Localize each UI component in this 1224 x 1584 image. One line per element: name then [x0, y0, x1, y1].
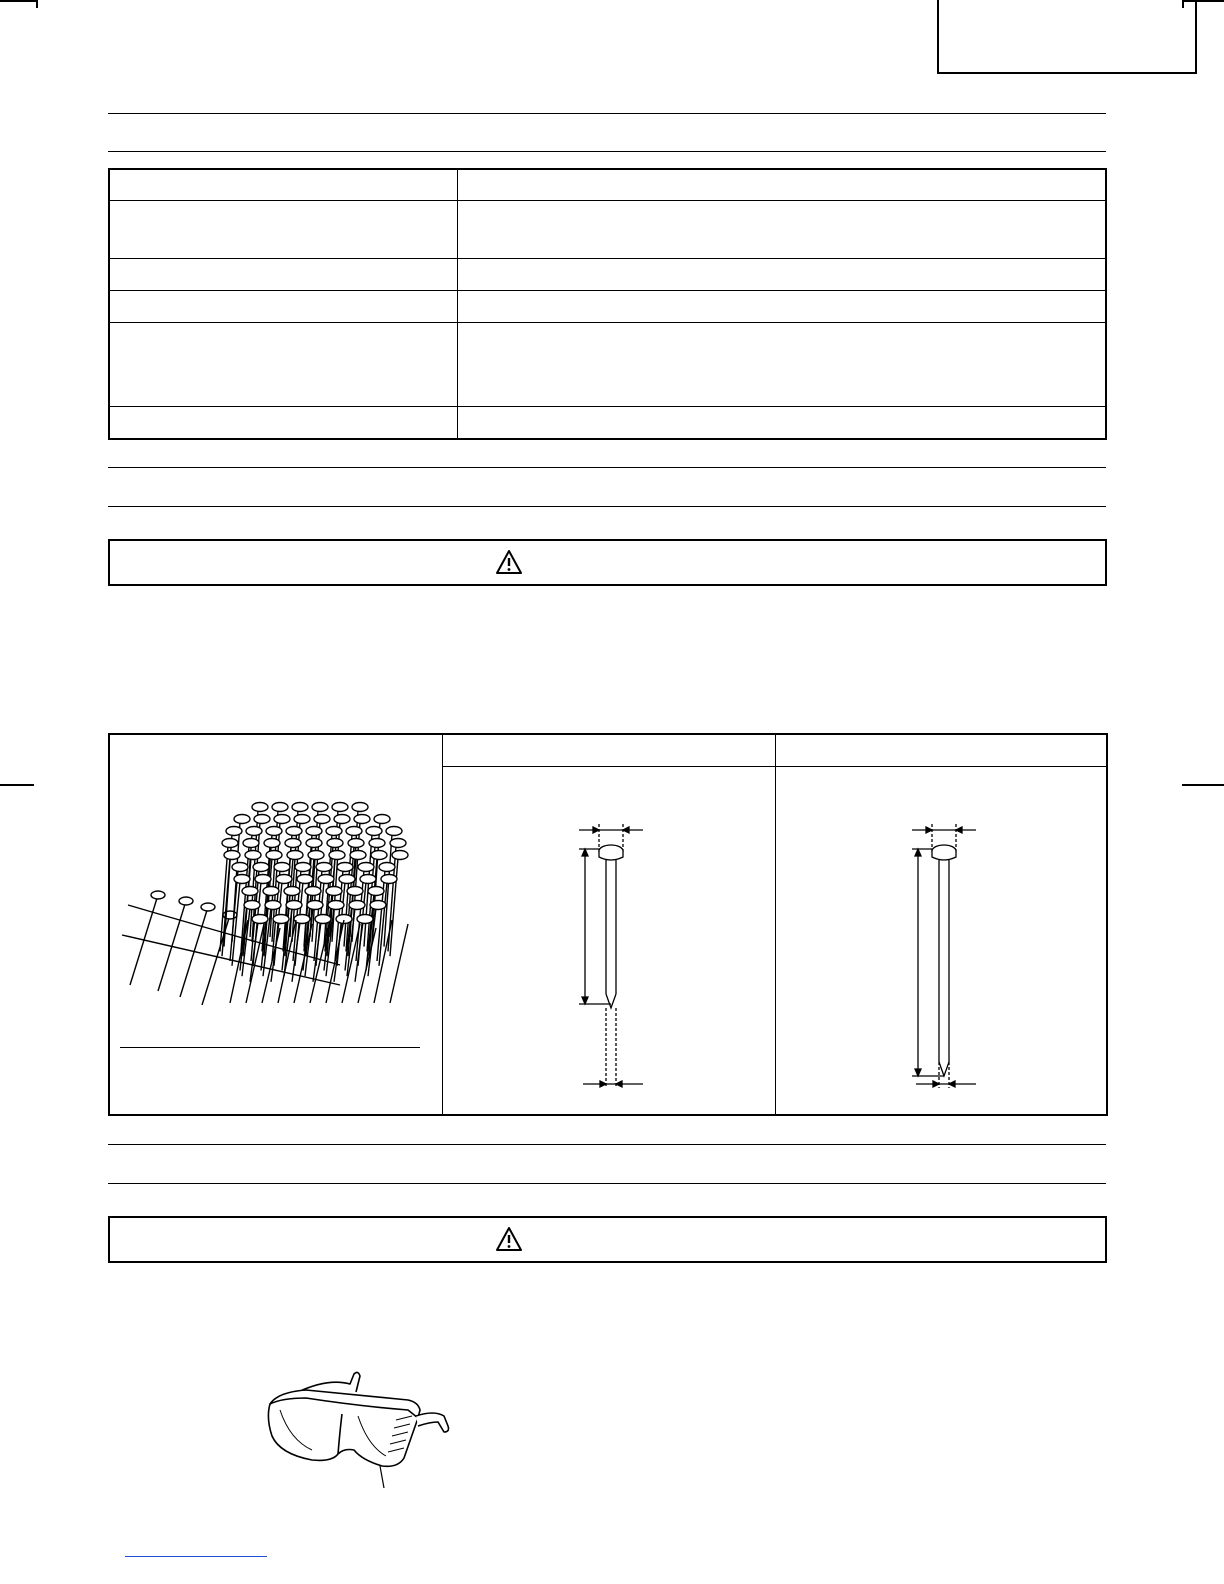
spec-label	[110, 259, 458, 290]
spec-value	[458, 170, 1105, 200]
crop-mark-top-left	[0, 0, 36, 2]
coil-caption-rule	[120, 1047, 420, 1048]
section-rule	[108, 1183, 1106, 1184]
nail-type-2-drawing	[776, 766, 1106, 1111]
section-rule	[108, 506, 1106, 507]
nail-type-2-column	[776, 735, 1106, 1114]
safety-glasses-illustration	[258, 1370, 458, 1500]
spec-value	[458, 259, 1105, 290]
nail-table	[108, 733, 1108, 1116]
crop-mark-right-mid	[1182, 784, 1224, 786]
section-rule	[108, 151, 1106, 152]
crop-mark-top-left-v	[36, 0, 38, 8]
crop-mark-left-mid	[0, 784, 34, 786]
spec-value	[458, 201, 1105, 258]
spec-label	[110, 170, 458, 200]
warning-box	[108, 539, 1107, 586]
warning-box	[108, 1216, 1107, 1263]
spec-label	[110, 323, 458, 406]
footer-link[interactable]	[125, 1556, 267, 1557]
spec-row	[110, 201, 1105, 259]
spec-label	[110, 291, 458, 322]
nail-type-2-header	[776, 735, 1106, 767]
section-rule	[108, 113, 1106, 114]
nail-type-1-header	[443, 735, 775, 767]
coil-nails-illustration	[110, 735, 442, 1035]
nail-type-1-column	[443, 735, 776, 1114]
section-rule	[108, 467, 1106, 468]
spec-label	[110, 201, 458, 258]
spec-row	[110, 323, 1105, 407]
language-tab-box	[937, 0, 1197, 74]
spec-row	[110, 259, 1105, 291]
warning-triangle-icon	[495, 549, 523, 575]
spec-value	[458, 407, 1105, 438]
spec-value	[458, 323, 1105, 406]
section-rule	[108, 1144, 1106, 1145]
spec-label	[110, 407, 458, 438]
nail-type-1-drawing	[443, 766, 775, 1111]
specifications-table	[108, 168, 1107, 440]
spec-row	[110, 407, 1105, 438]
coil-column	[110, 735, 443, 1114]
spec-value	[458, 291, 1105, 322]
spec-row	[110, 170, 1105, 201]
spec-row	[110, 291, 1105, 323]
warning-triangle-icon	[495, 1226, 523, 1252]
